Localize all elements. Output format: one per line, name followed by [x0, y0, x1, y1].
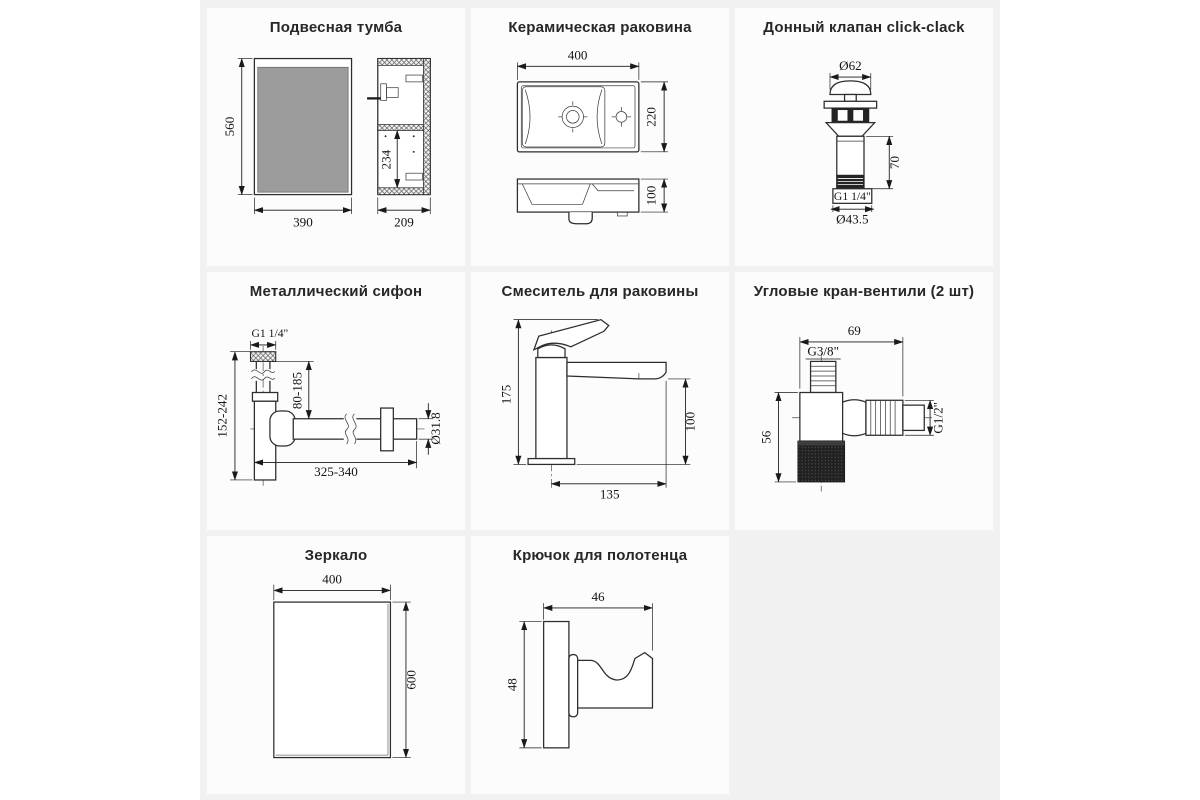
panel-title: Зеркало: [304, 547, 368, 564]
dim-valve-height: 70: [886, 155, 902, 170]
panel-faucet: [471, 272, 729, 530]
dim-cabinet-depth: 209: [394, 214, 414, 230]
dim-cabinet-height: 560: [221, 116, 237, 137]
panel-title: Керамическая раковина: [508, 19, 692, 36]
dim-mirror-height: 600: [403, 669, 419, 690]
dim-anglevalve-height: 56: [758, 430, 774, 444]
dim-hook-width: 46: [591, 589, 605, 605]
spec-sheet: [200, 0, 1000, 800]
dim-valve-pipe: Ø43.5: [836, 211, 869, 227]
dim-faucet-spout-height: 100: [682, 411, 698, 432]
dim-faucet-height: 175: [498, 384, 514, 405]
panel-title: Металлический сифон: [249, 283, 423, 300]
dim-valve-cap: Ø62: [839, 58, 862, 74]
siphon-drawing: [207, 307, 465, 513]
faucet-drawing: [471, 307, 729, 513]
dim-anglevalve-inlet: G3/8": [807, 343, 839, 359]
panel-siphon: [207, 272, 465, 530]
dim-sink-height: 100: [643, 185, 659, 206]
panel-drain-valve: [735, 8, 993, 266]
panel-angle-valves: [735, 272, 993, 530]
towel-hook-drawing: [471, 571, 729, 777]
dim-siphon-pipe: Ø31.8: [427, 412, 443, 445]
dim-valve-thread: G1 1/4": [833, 189, 871, 203]
panel-mirror: [207, 536, 465, 794]
panel-title: Смеситель для раковины: [501, 283, 699, 300]
dim-siphon-thread: G1 1/4": [251, 327, 289, 341]
dim-cabinet-shelf: 234: [378, 149, 394, 170]
dim-siphon-total-height: 152-242: [214, 393, 230, 438]
panel-sink: [471, 8, 729, 266]
dim-anglevalve-width: 69: [847, 323, 861, 339]
cabinet-drawing: [207, 43, 465, 249]
dim-sink-depth: 220: [643, 107, 659, 127]
drain-valve-drawing: [735, 43, 993, 249]
dim-siphon-length: 325-340: [314, 464, 358, 480]
panel-title: Угловые кран-вентили (2 шт): [753, 283, 975, 300]
dim-anglevalve-outlet: G1/2": [930, 401, 946, 434]
mirror-drawing: [207, 571, 465, 777]
dim-hook-height: 48: [504, 678, 520, 692]
sink-drawing: [471, 43, 729, 249]
panel-towel-hook: [471, 536, 729, 794]
angle-valve-drawing: [735, 307, 993, 513]
panel-title: Подвесная тумба: [269, 19, 403, 36]
dim-mirror-width: 400: [322, 571, 342, 587]
panel-title: Крючок для полотенца: [512, 547, 688, 564]
dim-sink-width: 400: [567, 47, 588, 63]
panel-title: Донный клапан click-clack: [763, 19, 965, 36]
dim-siphon-inlet-height: 80-185: [289, 371, 305, 410]
dim-cabinet-width: 390: [293, 214, 313, 230]
dim-faucet-reach: 135: [599, 486, 620, 502]
panel-cabinet: [207, 8, 465, 266]
empty-cell: [735, 536, 993, 794]
